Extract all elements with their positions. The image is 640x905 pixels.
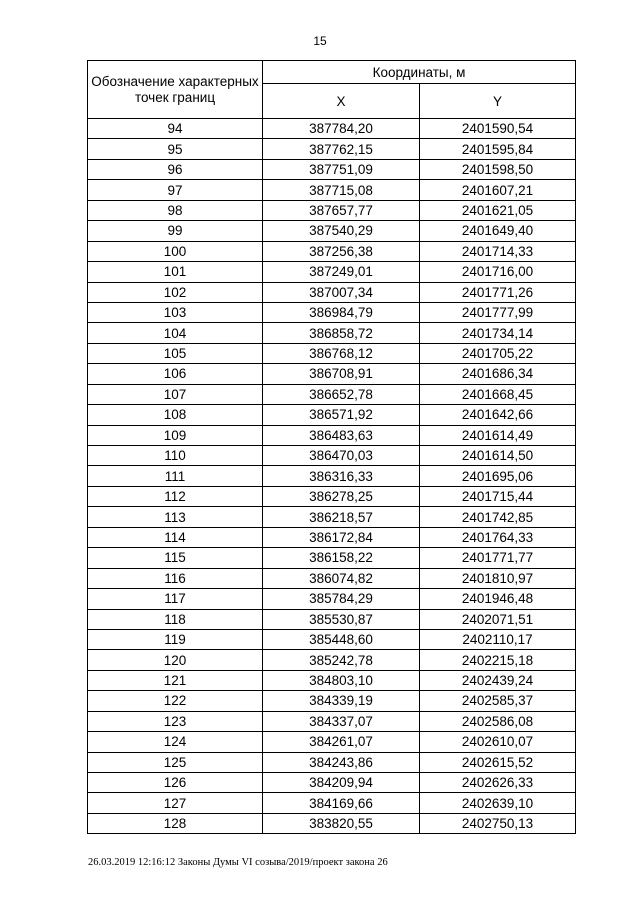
x-coordinate-cell: 387249,01 — [263, 262, 420, 282]
x-coordinate-cell: 385784,29 — [263, 589, 420, 609]
y-coordinate-cell: 2401621,05 — [420, 200, 576, 220]
table-row — [88, 425, 576, 445]
table-row — [88, 670, 576, 690]
x-coordinate-cell: 385530,87 — [263, 609, 420, 629]
table-row — [88, 691, 576, 711]
x-coordinate-cell: 386172,84 — [263, 527, 420, 547]
y-coordinate-cell: 2402615,52 — [420, 752, 576, 772]
y-coordinate-cell: 2401946,48 — [420, 589, 576, 609]
x-coordinate-cell: 386984,79 — [263, 302, 420, 322]
page-number: 15 — [313, 34, 327, 48]
table-row — [88, 793, 576, 813]
x-coordinate-cell: 386708,91 — [263, 364, 420, 384]
table-row — [88, 507, 576, 527]
point-cell: 97 — [88, 180, 263, 200]
point-cell: 123 — [88, 711, 263, 731]
point-cell: 113 — [88, 507, 263, 527]
point-cell: 96 — [88, 159, 263, 179]
x-coordinate-cell: 387007,34 — [263, 282, 420, 302]
x-coordinate-cell: 386158,22 — [263, 548, 420, 568]
point-cell: 94 — [88, 119, 263, 139]
y-coordinate-cell: 2401595,84 — [420, 139, 576, 159]
table-row — [88, 589, 576, 609]
table-row — [88, 609, 576, 629]
header-y: Y — [420, 84, 576, 119]
table-row — [88, 323, 576, 343]
point-cell: 127 — [88, 793, 263, 813]
table-row — [88, 650, 576, 670]
table-row — [88, 711, 576, 731]
table-row — [88, 119, 576, 139]
x-coordinate-cell: 386768,12 — [263, 343, 420, 363]
x-coordinate-cell: 386218,57 — [263, 507, 420, 527]
footer-note: 26.03.2019 12:16:12 Законы Думы VI созыва/2019/проект закона 26 — [88, 857, 388, 868]
point-cell: 118 — [88, 609, 263, 629]
y-coordinate-cell: 2401771,26 — [420, 282, 576, 302]
point-cell: 117 — [88, 589, 263, 609]
table-row — [88, 568, 576, 588]
point-cell: 109 — [88, 425, 263, 445]
y-coordinate-cell: 2401614,49 — [420, 425, 576, 445]
y-coordinate-cell: 2401810,97 — [420, 568, 576, 588]
y-coordinate-cell: 2401668,45 — [420, 384, 576, 404]
point-cell: 108 — [88, 405, 263, 425]
y-coordinate-cell: 2402110,17 — [420, 629, 576, 649]
y-coordinate-cell: 2401649,40 — [420, 221, 576, 241]
point-cell: 99 — [88, 221, 263, 241]
table-row — [88, 384, 576, 404]
header-point-designation: Обозначение характерных точек границ — [88, 61, 263, 119]
point-cell: 125 — [88, 752, 263, 772]
table-row — [88, 221, 576, 241]
y-coordinate-cell: 2401686,34 — [420, 364, 576, 384]
table-row — [88, 302, 576, 322]
table-row — [88, 200, 576, 220]
table-row — [88, 752, 576, 772]
y-coordinate-cell: 2401771,77 — [420, 548, 576, 568]
x-coordinate-cell: 384209,94 — [263, 773, 420, 793]
table-row — [88, 732, 576, 752]
point-cell: 102 — [88, 282, 263, 302]
point-cell: 112 — [88, 486, 263, 506]
table-row — [88, 548, 576, 568]
point-cell: 103 — [88, 302, 263, 322]
y-coordinate-cell: 2402639,10 — [420, 793, 576, 813]
point-cell: 110 — [88, 446, 263, 466]
point-cell: 107 — [88, 384, 263, 404]
point-cell: 104 — [88, 323, 263, 343]
point-cell: 121 — [88, 670, 263, 690]
y-coordinate-cell: 2402750,13 — [420, 813, 576, 833]
y-coordinate-cell: 2401777,99 — [420, 302, 576, 322]
y-coordinate-cell: 2401714,33 — [420, 241, 576, 261]
y-coordinate-cell: 2401742,85 — [420, 507, 576, 527]
x-coordinate-cell: 387256,38 — [263, 241, 420, 261]
table-row — [88, 486, 576, 506]
table-row — [88, 527, 576, 547]
x-coordinate-cell: 386278,25 — [263, 486, 420, 506]
y-coordinate-cell: 2402585,37 — [420, 691, 576, 711]
y-coordinate-cell: 2402626,33 — [420, 773, 576, 793]
x-coordinate-cell: 386074,82 — [263, 568, 420, 588]
table-row — [88, 262, 576, 282]
x-coordinate-cell: 386316,33 — [263, 466, 420, 486]
y-coordinate-cell: 2402215,18 — [420, 650, 576, 670]
x-coordinate-cell: 384339,19 — [263, 691, 420, 711]
y-coordinate-cell: 2401715,44 — [420, 486, 576, 506]
table-row — [88, 813, 576, 833]
table-row — [88, 282, 576, 302]
table-row — [88, 405, 576, 425]
y-coordinate-cell: 2401598,50 — [420, 159, 576, 179]
x-coordinate-cell: 387751,09 — [263, 159, 420, 179]
x-coordinate-cell: 386483,63 — [263, 425, 420, 445]
x-coordinate-cell: 386858,72 — [263, 323, 420, 343]
point-cell: 114 — [88, 527, 263, 547]
point-cell: 98 — [88, 200, 263, 220]
y-coordinate-cell: 2401590,54 — [420, 119, 576, 139]
x-coordinate-cell: 385448,60 — [263, 629, 420, 649]
y-coordinate-cell: 2401716,00 — [420, 262, 576, 282]
x-coordinate-cell: 387657,77 — [263, 200, 420, 220]
table-row — [88, 159, 576, 179]
x-coordinate-cell: 384261,07 — [263, 732, 420, 752]
point-cell: 124 — [88, 732, 263, 752]
x-coordinate-cell: 387784,20 — [263, 119, 420, 139]
table-body — [88, 119, 576, 834]
point-cell: 101 — [88, 262, 263, 282]
point-cell: 120 — [88, 650, 263, 670]
x-coordinate-cell: 387540,29 — [263, 221, 420, 241]
x-coordinate-cell: 384243,86 — [263, 752, 420, 772]
point-cell: 122 — [88, 691, 263, 711]
table-row — [88, 343, 576, 363]
y-coordinate-cell: 2402610,07 — [420, 732, 576, 752]
point-cell: 128 — [88, 813, 263, 833]
table-row — [88, 629, 576, 649]
y-coordinate-cell: 2401734,14 — [420, 323, 576, 343]
point-cell: 126 — [88, 773, 263, 793]
table-header — [88, 61, 576, 119]
table-row — [88, 773, 576, 793]
y-coordinate-cell: 2401764,33 — [420, 527, 576, 547]
point-cell: 111 — [88, 466, 263, 486]
table-row — [88, 466, 576, 486]
y-coordinate-cell: 2401642,66 — [420, 405, 576, 425]
x-coordinate-cell: 384169,66 — [263, 793, 420, 813]
y-coordinate-cell: 2401705,22 — [420, 343, 576, 363]
x-coordinate-cell: 384803,10 — [263, 670, 420, 690]
y-coordinate-cell: 2402586,08 — [420, 711, 576, 731]
y-coordinate-cell: 2402439,24 — [420, 670, 576, 690]
point-cell: 119 — [88, 629, 263, 649]
table-row — [88, 364, 576, 384]
coordinates-table — [87, 60, 576, 834]
y-coordinate-cell: 2401607,21 — [420, 180, 576, 200]
x-coordinate-cell: 386571,92 — [263, 405, 420, 425]
point-cell: 116 — [88, 568, 263, 588]
table-row — [88, 180, 576, 200]
x-coordinate-cell: 387715,08 — [263, 180, 420, 200]
x-coordinate-cell: 386652,78 — [263, 384, 420, 404]
point-cell: 115 — [88, 548, 263, 568]
x-coordinate-cell: 383820,55 — [263, 813, 420, 833]
table-row — [88, 446, 576, 466]
header-coordinates: Координаты, м — [263, 61, 576, 84]
x-coordinate-cell: 386470,03 — [263, 446, 420, 466]
point-cell: 106 — [88, 364, 263, 384]
x-coordinate-cell: 384337,07 — [263, 711, 420, 731]
table-row — [88, 139, 576, 159]
y-coordinate-cell: 2401695,06 — [420, 466, 576, 486]
point-cell: 105 — [88, 343, 263, 363]
x-coordinate-cell: 387762,15 — [263, 139, 420, 159]
x-coordinate-cell: 385242,78 — [263, 650, 420, 670]
table-row — [88, 241, 576, 261]
point-cell: 100 — [88, 241, 263, 261]
y-coordinate-cell: 2402071,51 — [420, 609, 576, 629]
y-coordinate-cell: 2401614,50 — [420, 446, 576, 466]
header-x: X — [263, 84, 420, 119]
point-cell: 95 — [88, 139, 263, 159]
